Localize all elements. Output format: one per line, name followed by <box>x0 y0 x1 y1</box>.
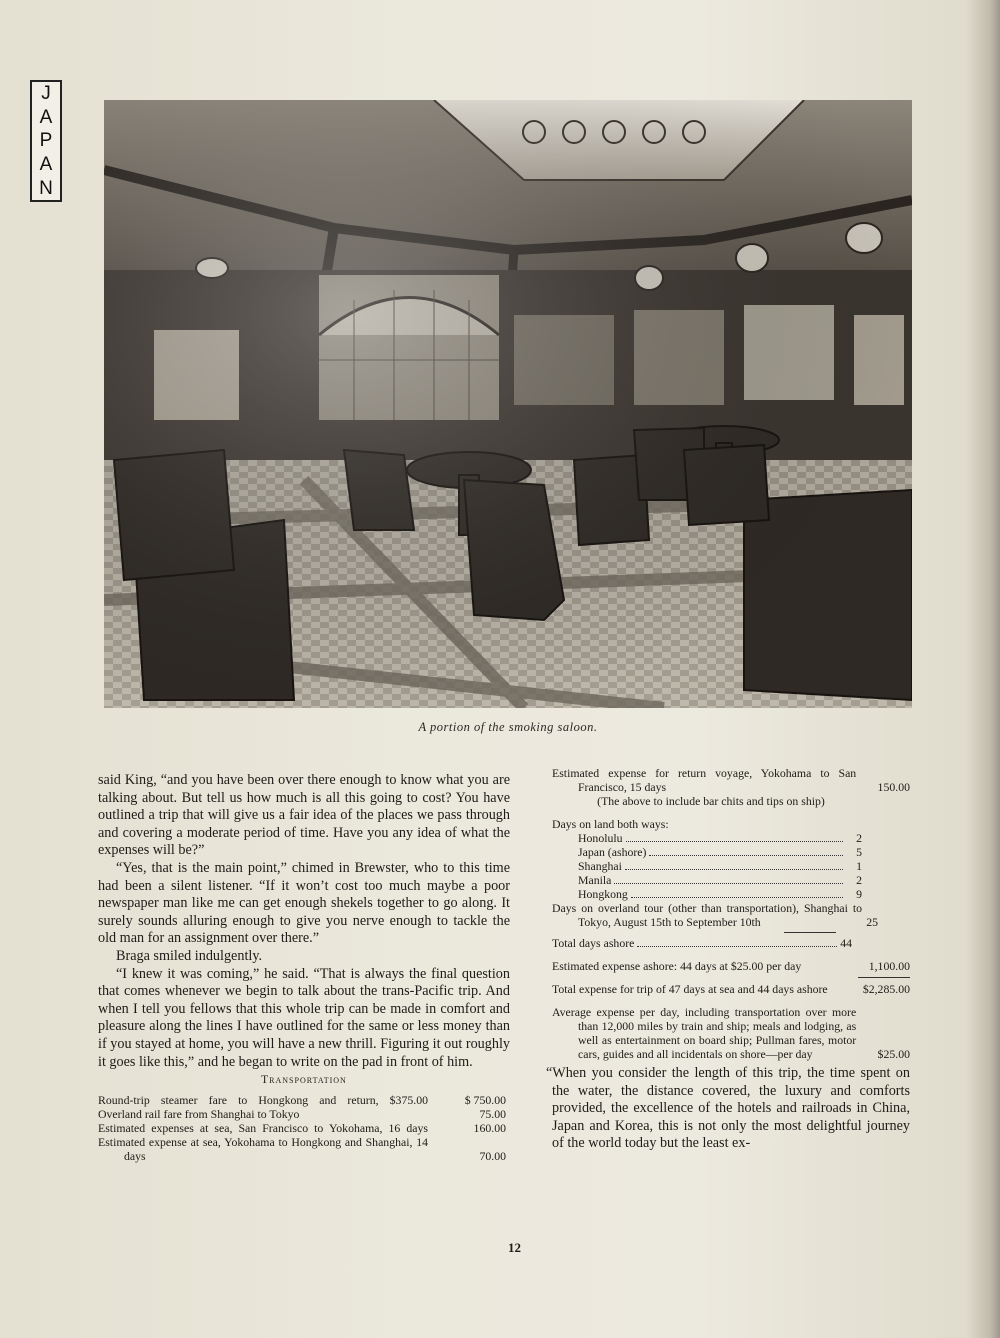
days-heading: Days on land both ways: <box>552 817 669 831</box>
transportation-heading: Transportation <box>261 1074 347 1087</box>
left-column <box>98 772 510 1163</box>
side-letter: P <box>39 130 53 152</box>
photo-caption: A portion of the smoking saloon. <box>418 720 598 734</box>
expense-text: Estimated expenses at sea, San Francisco to Yokohama, 16 days <box>98 1120 428 1135</box>
day-place: Japan (ashore) <box>578 845 647 859</box>
expense-amount: 1,100.00 <box>868 959 910 973</box>
expense-row <box>552 959 910 973</box>
overland-days: 25 <box>866 915 878 929</box>
side-letter: N <box>39 177 53 199</box>
day-row <box>552 859 862 873</box>
paragraph: “Yes, that is the main point,” chimed in Brewster, who to this time had been a silent listener. “If it won’t cost too much maybe a poor newspaper man like me can get enough shekels together to go along. It surely sounds alluring enough to give you nerve enough to tackle the old man for an assignment over there.” <box>98 859 510 947</box>
expense-row <box>98 1121 510 1135</box>
day-count: 2 <box>856 873 862 887</box>
expense-row <box>98 1093 510 1107</box>
paragraph: “I knew it was coming,” he said. “That is always the final question that comes whenever we begin to talk about the trans-Pacific trip. And when I tell you fellows that this whole trip can be made in comfort and pleasure along the lines I have outlined for the same or less money than if you stayed at home, you will have a new thrill. Figuring it out roughly it goes like this,” and he began to write on the pad in front of him. <box>98 965 510 1070</box>
expense-amount: 70.00 <box>479 1148 506 1163</box>
average-expense-block <box>552 1005 910 1061</box>
total-days-row <box>552 936 852 950</box>
day-row <box>552 887 862 901</box>
expense-text: Total expense for trip of 47 days at sea and 44 days ashore <box>552 982 828 996</box>
overland-text: Days on overland tour (other than transportation), Shanghai to Tokyo, August 15th to September 10th <box>552 901 862 929</box>
dot-leader <box>614 883 843 884</box>
side-letter: J <box>41 83 51 105</box>
expense-text: Estimated expense ashore: 44 days at $25.00 per day <box>552 959 802 973</box>
expense-amount: 75.00 <box>479 1106 506 1121</box>
bar-chits-note: (The above to include bar chits and tips on ship) <box>597 794 825 808</box>
page-number: 12 <box>508 1240 521 1255</box>
expense-text: Round-trip steamer fare to Hongkong and return, $375.00 <box>98 1092 428 1107</box>
expense-text: Overland rail fare from Shanghai to Tokyo <box>98 1106 300 1121</box>
expense-amount: $ 750.00 <box>464 1092 506 1107</box>
expense-row <box>98 1107 510 1121</box>
expense-text: Estimated expense for return voyage, Yokohama to San Francisco, 15 days <box>552 766 857 794</box>
paragraph: Braga smiled indulgently. <box>116 947 263 964</box>
total-days-text: Total days ashore <box>552 936 635 950</box>
closing-paragraph: “When you consider the length of this trip, the time spent on the water, the distance covered, the luxury and comforts provided, the excellence of the hotels and railroads in China, Japan and Korea, this is not only the most delightful journey of the world today but the least ex- <box>546 1065 910 1152</box>
expense-text: Average expense per day, including transportation over more than 12,000 miles by train and ship; meals and lodging, as well as entertainment on board ship; Pullman fares, motor cars, guides and all incidentals on shore—per day <box>552 1005 857 1061</box>
dot-leader <box>637 946 837 947</box>
expense-amount: 160.00 <box>473 1120 506 1135</box>
day-row <box>552 831 862 845</box>
expense-text: Estimated expense at sea, Yokohama to Hongkong and Shanghai, 14 days <box>98 1134 428 1163</box>
sum-rule <box>784 932 836 933</box>
sum-rule <box>858 977 910 978</box>
day-count: 5 <box>856 845 862 859</box>
day-place: Honolulu <box>578 831 623 845</box>
side-letter: A <box>39 154 53 176</box>
expense-amount: $25.00 <box>877 1047 910 1061</box>
overland-days-row <box>552 901 910 929</box>
day-place: Manila <box>578 873 612 887</box>
total-days-value: 44 <box>840 936 852 950</box>
expense-row <box>552 982 910 996</box>
dot-leader <box>631 897 843 898</box>
day-count: 2 <box>856 831 862 845</box>
dot-leader <box>625 869 843 870</box>
day-count: 9 <box>856 887 862 901</box>
transportation-expenses <box>98 1093 510 1163</box>
day-row <box>552 873 862 887</box>
expense-row <box>552 1005 910 1061</box>
day-place: Shanghai <box>578 859 622 873</box>
expense-row <box>552 766 910 794</box>
return-voyage-block <box>552 766 910 808</box>
ashore-expense-block <box>552 959 910 996</box>
side-letter: A <box>39 106 53 128</box>
day-row <box>552 845 862 859</box>
expense-amount: $2,285.00 <box>862 982 910 996</box>
day-place: Hongkong <box>578 887 628 901</box>
expense-row <box>98 1135 510 1163</box>
page-gutter-shadow <box>966 0 1000 1338</box>
right-column <box>546 766 910 1153</box>
paragraph: said King, “and you have been over there enough to know what you are talking about. But tell us how much is all this going to cost? You have outlined a trip that will give us a fair idea of the places we pass through and covering a moderate period of time. Have you any idea of what the expenses will be?” <box>98 772 510 859</box>
side-label-japan <box>30 80 62 202</box>
expense-amount: 150.00 <box>877 780 910 794</box>
dot-leader <box>626 841 843 842</box>
smoking-saloon-photo <box>104 100 912 708</box>
dot-leader <box>649 855 843 856</box>
day-count: 1 <box>856 859 862 873</box>
days-on-land-block <box>552 817 910 950</box>
